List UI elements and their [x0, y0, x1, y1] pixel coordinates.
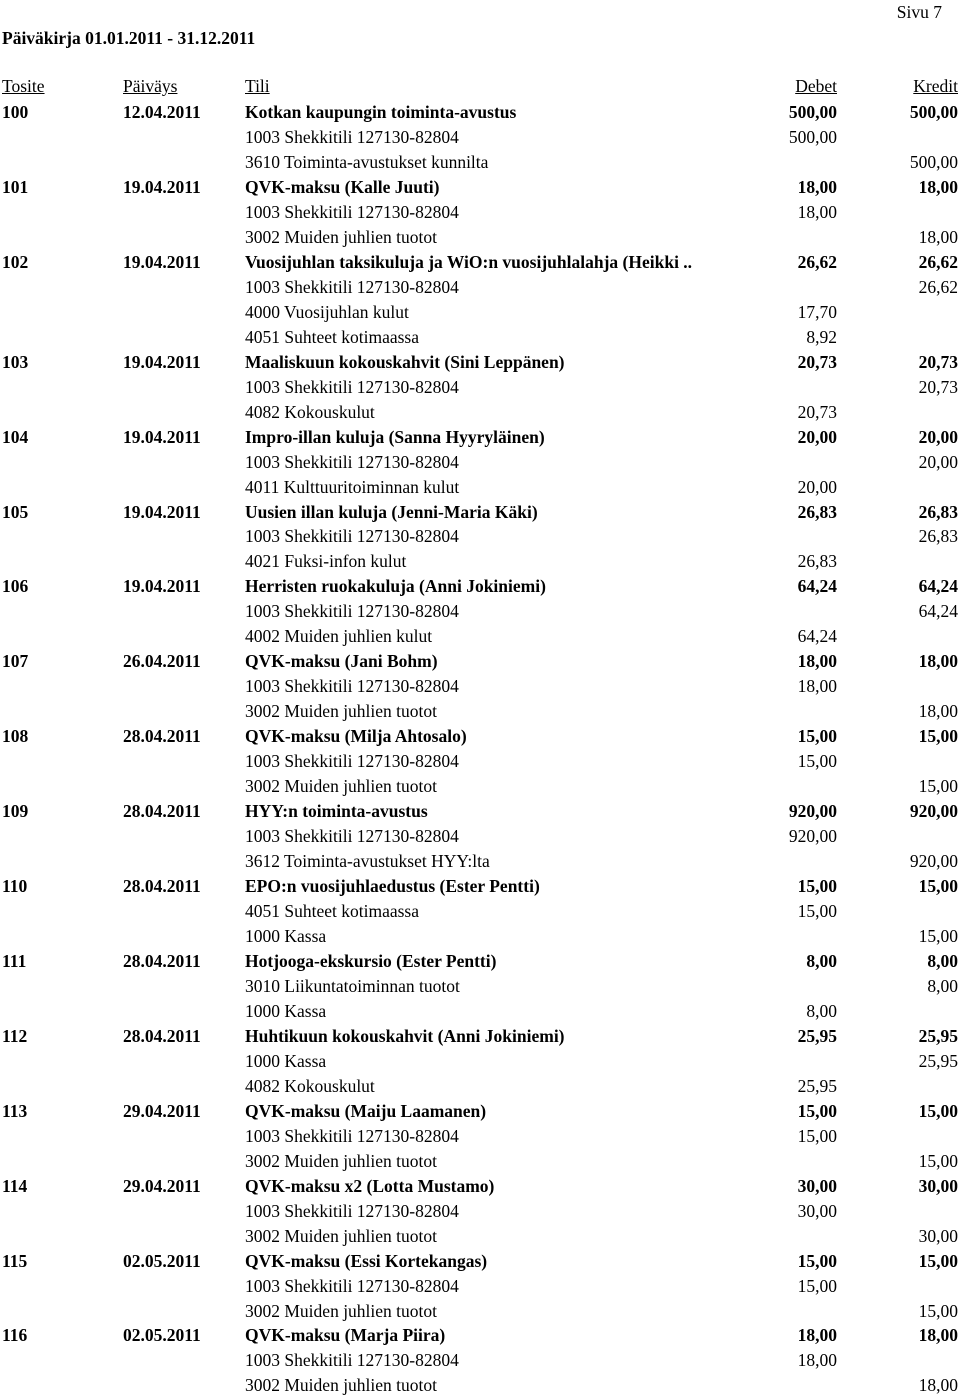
account-line — [0, 924, 960, 949]
entry-date: 19.04.2011 — [123, 251, 201, 272]
account-line — [0, 475, 960, 500]
entry-description: Kotkan kaupungin toiminta-avustus — [245, 102, 517, 122]
entry-number: 104 — [2, 426, 29, 447]
header-kredit: Kredit — [913, 76, 958, 96]
entry-date: 02.05.2011 — [123, 1250, 201, 1271]
entry-debet: 20,00 — [797, 426, 837, 447]
entry-description: Hotjooga-ekskursio (Ester Pentti) — [245, 950, 497, 971]
line-debet: 20,73 — [797, 401, 837, 422]
entry-number: 106 — [2, 576, 29, 597]
entry-kredit: 25,95 — [918, 1025, 958, 1046]
account-line — [0, 549, 960, 574]
line-account: 1003 Shekkitili 127130-82804 — [245, 451, 459, 472]
account-line — [0, 524, 960, 549]
account-line — [0, 599, 960, 624]
entry-debet: 15,00 — [797, 726, 837, 747]
entry-debet: 18,00 — [797, 176, 837, 197]
entry-number: 116 — [2, 1325, 28, 1346]
line-account: 3010 Liikuntatoiminnan tuotot — [245, 975, 460, 996]
entry-debet: 30,00 — [797, 1175, 837, 1196]
entry-number: 109 — [2, 801, 29, 822]
entry-row — [0, 250, 960, 275]
entry-date: 26.04.2011 — [123, 651, 201, 672]
entry-description: Herristen ruokakuluja (Anni Jokiniemi) — [245, 576, 546, 597]
entry-debet: 26,62 — [797, 251, 837, 272]
account-line — [0, 275, 960, 300]
entry-kredit: 18,00 — [918, 176, 958, 197]
entry-date: 19.04.2011 — [123, 351, 201, 372]
account-line — [0, 1049, 960, 1074]
entry-kredit: 18,00 — [918, 1325, 958, 1346]
line-account: 1003 Shekkitili 127130-82804 — [245, 826, 459, 847]
line-account: 3002 Muiden juhlien tuotot — [245, 1300, 438, 1321]
line-account: 4011 Kulttuuritoiminnan kulut — [245, 476, 460, 497]
entry-date: 19.04.2011 — [123, 501, 201, 522]
entry-number: 102 — [2, 251, 29, 272]
line-account: 1003 Shekkitili 127130-82804 — [245, 1275, 459, 1296]
line-account: 1003 Shekkitili 127130-82804 — [245, 601, 459, 622]
account-line — [0, 1373, 960, 1398]
line-account: 1000 Kassa — [245, 1000, 327, 1021]
entry-date: 28.04.2011 — [123, 1025, 201, 1046]
line-debet: 18,00 — [797, 676, 837, 697]
entry-debet: 15,00 — [797, 1100, 837, 1121]
line-kredit: 8,00 — [927, 975, 958, 996]
entry-row — [0, 574, 960, 599]
entry-kredit: 26,62 — [918, 251, 958, 272]
line-account: 3002 Muiden juhlien tuotot — [245, 701, 438, 722]
entry-description: QVK-maksu (Essi Kortekangas) — [245, 1250, 488, 1271]
account-line — [0, 749, 960, 774]
line-debet: 8,00 — [806, 1000, 837, 1021]
entry-number: 103 — [2, 351, 29, 372]
line-debet: 18,00 — [797, 1350, 837, 1371]
entry-description: Huhtikuun kokouskahvit (Anni Jokiniemi) — [245, 1025, 565, 1046]
account-line — [0, 1348, 960, 1373]
account-line — [0, 624, 960, 649]
entry-description: QVK-maksu (Marja Piira) — [245, 1325, 446, 1346]
account-line — [0, 300, 960, 325]
line-debet: 30,00 — [797, 1200, 837, 1221]
entry-date: 19.04.2011 — [123, 426, 201, 447]
account-line — [0, 899, 960, 924]
account-line — [0, 450, 960, 475]
journal-entries — [0, 100, 960, 1398]
line-account: 3610 Toiminta-avustukset kunnilta — [245, 151, 489, 172]
line-kredit: 15,00 — [918, 776, 958, 797]
account-line — [0, 699, 960, 724]
entry-debet: 18,00 — [797, 1325, 837, 1346]
entry-number: 115 — [2, 1250, 28, 1271]
line-kredit: 18,00 — [918, 226, 958, 247]
line-account: 1003 Shekkitili 127130-82804 — [245, 1350, 459, 1371]
entry-debet: 26,83 — [797, 501, 837, 522]
line-kredit: 15,00 — [918, 1300, 958, 1321]
header-debet: Debet — [795, 76, 837, 96]
account-line — [0, 849, 960, 874]
entry-description: Vuosijuhlan taksikuluja ja WiO:n vuosijuhlalahja (Heikki .. — [245, 251, 693, 272]
line-account: 4000 Vuosijuhlan kulut — [245, 301, 409, 322]
line-account: 4002 Muiden juhlien kulut — [245, 626, 433, 647]
header-tosite: Tosite — [2, 76, 45, 96]
account-line — [0, 225, 960, 250]
account-line — [0, 1224, 960, 1249]
entry-kredit: 18,00 — [918, 651, 958, 672]
journal-title: Päiväkirja 01.01.2011 - 31.12.2011 — [2, 28, 256, 48]
line-account: 1003 Shekkitili 127130-82804 — [245, 376, 459, 397]
line-account: 4021 Fuksi-infon kulut — [245, 551, 407, 572]
entry-kredit: 15,00 — [918, 1250, 958, 1271]
entry-date: 19.04.2011 — [123, 576, 201, 597]
entry-row — [0, 724, 960, 749]
entry-date: 12.04.2011 — [123, 102, 201, 122]
entry-date: 28.04.2011 — [123, 950, 201, 971]
entry-date: 28.04.2011 — [123, 726, 201, 747]
line-debet: 64,24 — [797, 626, 837, 647]
line-account: 1003 Shekkitili 127130-82804 — [245, 1125, 459, 1146]
line-debet: 18,00 — [797, 201, 837, 222]
entry-kredit: 15,00 — [918, 876, 958, 897]
entry-debet: 500,00 — [788, 102, 837, 122]
entry-date: 29.04.2011 — [123, 1175, 201, 1196]
line-account: 4051 Suhteet kotimaassa — [245, 901, 420, 921]
line-kredit: 26,62 — [918, 276, 958, 297]
entry-date: 02.05.2011 — [123, 1325, 201, 1346]
entry-number: 108 — [2, 726, 29, 747]
page-number: Sivu 7 — [896, 2, 942, 22]
account-line — [0, 824, 960, 849]
account-line — [0, 674, 960, 699]
entry-row — [0, 1174, 960, 1199]
line-kredit: 500,00 — [909, 151, 958, 172]
entry-row — [0, 425, 960, 450]
entry-row — [0, 1323, 960, 1348]
line-kredit: 15,00 — [918, 925, 958, 946]
entry-number: 107 — [2, 651, 29, 672]
line-account: 3612 Toiminta-avustukset HYY:lta — [245, 851, 490, 872]
entry-number: 110 — [2, 876, 28, 897]
entry-debet: 15,00 — [797, 876, 837, 897]
column-header — [0, 76, 960, 96]
entry-kredit: 30,00 — [918, 1175, 958, 1196]
line-account: 1003 Shekkitili 127130-82804 — [245, 126, 459, 147]
entry-kredit: 8,00 — [927, 950, 958, 971]
entry-row — [0, 949, 960, 974]
entry-debet: 64,24 — [797, 576, 837, 597]
account-line — [0, 1149, 960, 1174]
entry-row — [0, 350, 960, 375]
account-line — [0, 200, 960, 225]
entry-date: 28.04.2011 — [123, 876, 201, 897]
entry-row — [0, 1249, 960, 1274]
line-account: 1003 Shekkitili 127130-82804 — [245, 1200, 459, 1221]
line-kredit: 25,95 — [918, 1050, 958, 1071]
line-account: 1003 Shekkitili 127130-82804 — [245, 676, 459, 697]
line-kredit: 64,24 — [918, 601, 958, 622]
entry-debet: 18,00 — [797, 651, 837, 672]
entry-description: QVK-maksu (Kalle Juuti) — [245, 176, 440, 197]
account-line — [0, 125, 960, 150]
line-debet: 26,83 — [797, 551, 837, 572]
entry-description: QVK-maksu (Jani Bohm) — [245, 651, 438, 672]
account-line — [0, 1199, 960, 1224]
entry-number: 101 — [2, 176, 29, 197]
line-account: 1000 Kassa — [245, 925, 327, 946]
line-account: 3002 Muiden juhlien tuotot — [245, 1150, 438, 1171]
line-account: 3002 Muiden juhlien tuotot — [245, 776, 438, 797]
line-account: 3002 Muiden juhlien tuotot — [245, 1375, 438, 1396]
line-kredit: 18,00 — [918, 1375, 958, 1396]
entry-kredit: 20,00 — [918, 426, 958, 447]
entry-debet: 15,00 — [797, 1250, 837, 1271]
line-account: 4051 Suhteet kotimaassa — [245, 326, 420, 347]
account-line — [0, 1274, 960, 1299]
entry-description: QVK-maksu x2 (Lotta Mustamo) — [245, 1175, 495, 1196]
entry-description: Impro-illan kuluja (Sanna Hyyryläinen) — [245, 426, 545, 447]
entry-kredit: 64,24 — [918, 576, 958, 597]
entry-kredit: 920,00 — [909, 801, 958, 822]
line-debet: 20,00 — [797, 476, 837, 497]
entry-date: 29.04.2011 — [123, 1100, 201, 1121]
entry-row — [0, 649, 960, 674]
line-account: 1003 Shekkitili 127130-82804 — [245, 201, 459, 222]
line-kredit: 20,73 — [918, 376, 958, 397]
entry-description: HYY:n toiminta-avustus — [245, 801, 428, 822]
line-account: 4082 Kokouskulut — [245, 401, 375, 422]
header-paivays: Päiväys — [123, 76, 178, 96]
entry-description: Uusien illan kuluja (Jenni-Maria Käki) — [245, 501, 538, 522]
line-account: 1003 Shekkitili 127130-82804 — [245, 276, 459, 297]
account-line — [0, 325, 960, 350]
account-line — [0, 1124, 960, 1149]
account-line — [0, 375, 960, 400]
entry-debet: 20,73 — [797, 351, 837, 372]
account-line — [0, 150, 960, 175]
entry-row — [0, 874, 960, 899]
line-debet: 8,92 — [806, 326, 837, 347]
entry-number: 112 — [2, 1025, 28, 1046]
line-account: 4082 Kokouskulut — [245, 1075, 375, 1096]
header-tili: Tili — [245, 76, 270, 96]
entry-debet: 25,95 — [797, 1025, 837, 1046]
line-account: 1003 Shekkitili 127130-82804 — [245, 526, 459, 547]
entry-row — [0, 500, 960, 525]
line-account: 1000 Kassa — [245, 1050, 327, 1071]
entry-number: 113 — [2, 1100, 28, 1121]
entry-row — [0, 1024, 960, 1049]
line-kredit: 26,83 — [918, 526, 958, 547]
entry-row — [0, 1099, 960, 1124]
entry-debet: 920,00 — [788, 801, 837, 822]
entry-number: 100 — [2, 102, 29, 122]
line-debet: 15,00 — [797, 1275, 837, 1296]
entry-description: QVK-maksu (Milja Ahtosalo) — [245, 726, 467, 747]
line-debet: 17,70 — [797, 301, 837, 322]
account-line — [0, 400, 960, 425]
line-debet: 15,00 — [797, 1125, 837, 1146]
line-account: 1003 Shekkitili 127130-82804 — [245, 751, 459, 772]
line-account: 3002 Muiden juhlien tuotot — [245, 1225, 438, 1246]
entry-debet: 8,00 — [806, 950, 837, 971]
entry-kredit: 26,83 — [918, 501, 958, 522]
entry-row — [0, 175, 960, 200]
account-line — [0, 999, 960, 1024]
entry-kredit: 500,00 — [909, 102, 958, 122]
line-kredit: 920,00 — [909, 851, 958, 872]
account-line — [0, 774, 960, 799]
entry-description: Maaliskuun kokouskahvit (Sini Leppänen) — [245, 351, 565, 372]
entry-kredit: 15,00 — [918, 726, 958, 747]
entry-date: 28.04.2011 — [123, 801, 201, 822]
entry-number: 105 — [2, 501, 29, 522]
entry-number: 111 — [2, 950, 27, 971]
account-line — [0, 974, 960, 999]
line-debet: 15,00 — [797, 901, 837, 921]
line-kredit: 20,00 — [918, 451, 958, 472]
entry-date: 19.04.2011 — [123, 176, 201, 197]
line-debet: 500,00 — [788, 126, 837, 147]
account-line — [0, 1074, 960, 1099]
entry-row — [0, 100, 960, 125]
entry-number: 114 — [2, 1175, 28, 1196]
account-line — [0, 1299, 960, 1324]
line-debet: 25,95 — [797, 1075, 837, 1096]
line-debet: 15,00 — [797, 751, 837, 772]
line-account: 3002 Muiden juhlien tuotot — [245, 226, 438, 247]
entry-description: QVK-maksu (Maiju Laamanen) — [245, 1100, 487, 1121]
entry-description: EPO:n vuosijuhlaedustus (Ester Pentti) — [245, 876, 540, 897]
line-kredit: 30,00 — [918, 1225, 958, 1246]
entry-kredit: 15,00 — [918, 1100, 958, 1121]
line-kredit: 15,00 — [918, 1150, 958, 1171]
line-kredit: 18,00 — [918, 701, 958, 722]
entry-kredit: 20,73 — [918, 351, 958, 372]
line-debet: 920,00 — [788, 826, 837, 847]
entry-row — [0, 799, 960, 824]
